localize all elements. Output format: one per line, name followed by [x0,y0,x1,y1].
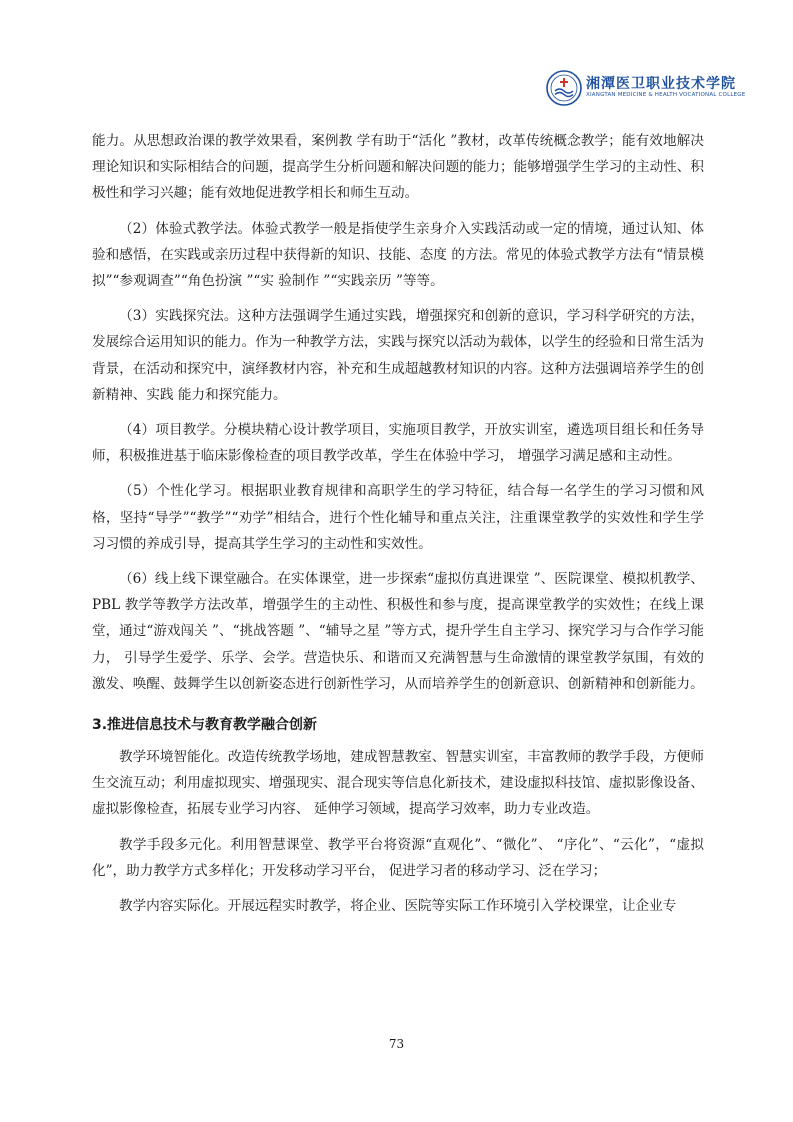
page-number: 73 [388,1037,405,1051]
paragraph-diversified-means: 教学手段多元化。利用智慧课堂、教学平台将资源“直观化”、“微化”、 “序化”、“云化”，“虚拟化”，助力教学方式多样化；开发移动学习平台， 促进学习者的移动学习、泛在学习； [92,836,704,879]
college-name-cn: 湘潭医卫职业技术学院 [586,76,736,92]
paragraph-online-offline: （6）线上线下课堂融合。在实体课堂，进一步探索“虚拟仿真进课堂 ”、医院课堂、模拟机教学、PBL 教学等教学方法改革，增强学生的主动性、积极性和参与度，提高课堂教学的实效性；在线上课堂，通过“游戏闯关 ”、“挑战答题 ”、“辅导之星 ”等方式，提升学生自主学习、探究学习与合作学习能力， 引导学生爱学、乐学、会学。营造快乐、和谐而又充满智慧与生命激情的课堂教学氛围，有效的激发、唤醒、鼓舞学生以创新姿态进行创新性学习，从而培养学生的创新意识、创新精神和创新能力。 [92,571,705,692]
college-logo-icon [546,70,582,106]
paragraph-personalized-learning: （5）个性化学习。根据职业教育规律和高职学生的学习特征，结合每一名学生的学习习惯和风格，坚持“导学”“教学”“劝学”相结合，进行个性化辅导和重点关注，注重课堂教学的实效性和学生学习习惯的养成引导，提高其学生学习的主动性和实效性。 [92,483,704,552]
paragraph-continued: 能力。从思想政治课的教学效果看，案例教 学有助于“活化 ”教材，改革传统概念教学；能有效地解决理论知识和实际相结合的问题，提高学生分析问题和解决问题的能力；能够增强学生学习的主动性、积极性和学习兴趣；能有效地促进教学相长和师生互动。 [92,133,704,202]
page-header [546,70,746,106]
paragraph-practical-content: 教学内容实际化。开展远程实时教学，将企业、医院等实际工作环境引入学校课堂，让企业专 [119,898,677,915]
college-name-en: XIANGTAN MEDICINE & HEALTH VOCATIONAL COLLEGE [586,92,746,98]
page-body [92,128,704,928]
section-heading: 3.推进信息技术与教育教学融合创新 [92,717,318,734]
paragraph-project-teaching: （4）项目教学。分模块精心设计教学项目，实施项目教学，开放实训室，遴选项目组长和任务导师，积极推进基于临床影像检查的项目教学改革，学生在体验中学习， 增强学习满足感和主动性。 [92,422,704,465]
paragraph-practice-inquiry: （3）实践探究法。这种方法强调学生通过实践，增强探究和创新的意识，学习科学研究的方法，发展综合运用知识的能力。作为一种教学方法，实践与探究以活动为载体，以学生的经验和日常生活为背景，在活动和探究中，演绎教材内容，补充和生成超越教材知识的内容。这种方法强调培养学生的创新精神、实践 能力和探究能力。 [92,308,704,403]
paragraph-smart-environment: 教学环境智能化。改造传统教学场地，建成智慧教室、智慧实训室，丰富教师的教学手段，方便师生交流互动；利用虚拟现实、增强现实、混合现实等信息化新技术，建设虚拟科技馆、虚拟影像设备、虚拟影像检查，拓展专业学习内容、 延伸学习领域，提高学习效率，助力专业改造。 [92,749,704,818]
paragraph-experiential-teaching: （2）体验式教学法。体验式教学一般是指使学生亲身介入实践活动或一定的情境，通过认知、体验和感悟，在实践或亲历过程中获得新的知识、技能、态度 的方法。常见的体验式教学方法有“情景模拟”“参观调查”“角色扮演 ”“实 验制作 ”“实践亲历 ”等等。 [92,220,704,290]
